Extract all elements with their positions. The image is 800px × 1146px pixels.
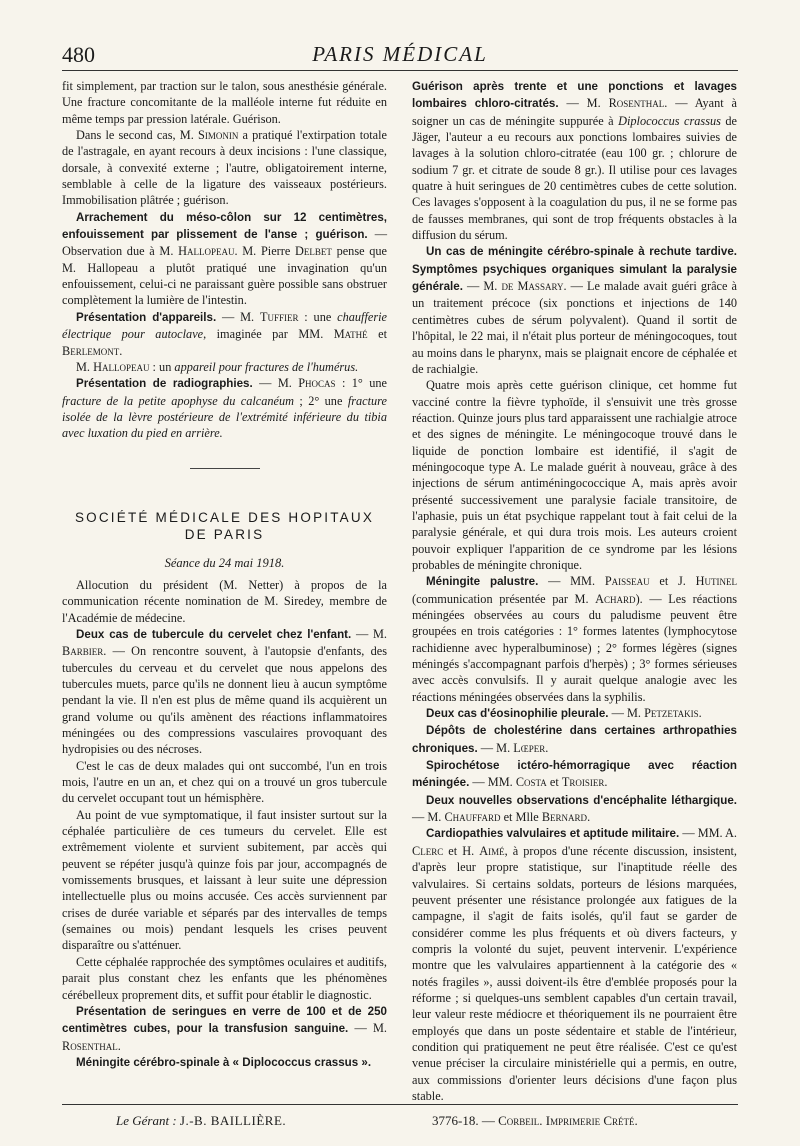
imprint-text: Corbeil. Imprimerie Crété. xyxy=(498,1113,638,1128)
item-heading: Présentation d'appareils. xyxy=(76,310,217,324)
author-name: Phocas xyxy=(298,376,336,391)
paragraph: Allocution du président (M. Netter) à propos de la communication récente nomination de M. Siredey, membre de l'Académie de médecine. xyxy=(62,577,387,625)
paragraph: Présentation de radiographies. — M. Phocas : 1° une fracture de la petite apophyse du calcanéum ; 2° une fracture isolée de la lèvre postérieure de l'extrémité inférieure du tibia avec luxation du pied en arrière. xyxy=(62,376,387,441)
author-name: Lœper xyxy=(513,740,546,755)
author-name: Hallopeau xyxy=(178,244,235,259)
paragraph: Cardiopathies valvulaires et aptitude militaire. — MM. A. Clerc et H. Aimé, à propos d'une récente discussion, insistent, d'après leur propre statistique, sur l'inaptitude réelle des valvulaires. Si certains soldats, porteurs de lésions marquées, peuvent présenter une résistance prolongée aux fatigues de la campagne, il s'agit de faits isolés, qu'il faut se garder de considérer comme les plus fréquents et où divers facteurs, y compris la volonté du sujet, peuvent intervenir. L'expérience montre que les valvulaires appartiennent à la catégorie des « notés fragiles », aussi doivent-ils être d'emblée proposés pour la réforme ; si quelques-uns semblent capables d'un certain travail, leur valeur reste médiocre et théoriquement ils ne pourraient être employés que dans un poste sédentaire et stable de l'intérieur, condition qui pratiquement ne peut être réalisée. C'est ce qu'est venue préciser la circulaire ministérielle qui a permis, en outre, aux commissions d'orienter leurs décisions d'une façon plus stable. xyxy=(412,826,737,1103)
author-name: Hallopeau xyxy=(93,359,150,374)
item-heading: Un cas de méningite cérébro-spinale à rechute tardive. Symptômes psychiques organiques simulant la paralysie générale. xyxy=(412,245,737,294)
item-heading: Guérison après trente et une ponctions et lavages lombaires chloro-citratés. xyxy=(412,80,737,111)
gerant-label: Le Gérant : xyxy=(116,1113,177,1128)
author-name: Mathé xyxy=(333,327,368,342)
author-name: Aimé xyxy=(479,843,505,858)
paragraph: Méningite palustre. — MM. Paisseau et J. Hutinel (communication présentée par M. Achard). — Les réactions méningées observées au cours du paludisme peuvent être groupées en trois catégories : 1° formes latentes (lymphocytose rachidienne avec hyperalbuminose) ; 2° formes légères (signes méningés s'accompagnant parfois d'herpès) ; 3° formes sérieuses avec accès convulsifs. Il y aurait quelque analogie avec les réactions méningées observées dans la syphilis. xyxy=(412,574,737,704)
paragraph: Un cas de méningite cérébro-spinale à rechute tardive. Symptômes psychiques organiques simulant la paralysie générale. — M. de Massary. — Le malade avait guéri grâce à un traitement précoce (six ponctions et injections de 140 centimètres cubes de sérum polyvalent). Quand il sortit de l'hôpital, le 22 mai, il n'était plus porteur de méningocoques, tout au moins dans le pharynx, mais se plaignait encore de céphalée et de rachialgie. xyxy=(412,245,737,376)
imprint-number: 3776-18. — xyxy=(432,1113,499,1128)
author-name: Barbier xyxy=(62,644,104,659)
paragraph xyxy=(62,1054,387,1071)
paragraph: Guérison après trente et une ponctions et lavages lombaires chloro-citratés. — M. Rosenthal. — Ayant à soigner un cas de méningite suppurée à Diplococcus crassus de Jäger, l'auteur a eu recours aux ponctions lombaires suivies de lavages à la solution chloro-citratée (eau 100 gr. ; chlorure de sodium 7 gr. et citrate de soude 8 gr.). Il utilise pour ces lavages quatre à huit seringues de 20 centimètres cubes de cette solution. Ces lavages s'opposent à la coagulation du pus, il ne se forme pas de fausses membranes, qui sont de trop fréquents obstacles à la diffusion du sérum. xyxy=(412,80,738,243)
header-rule xyxy=(62,70,738,71)
item-heading: Présentation de seringues en verre de 100 et de 250 centimètres cubes, pour la transfusion sanguine. xyxy=(62,1004,387,1036)
item-heading: Spirochétose ictéro-hémorragique avec réaction méningée. xyxy=(412,759,737,790)
item-heading: Méningite cérébro-spinale à « Diplococcus crassus ». xyxy=(76,1055,372,1069)
item-heading: Deux cas d'éosinophilie pleurale. xyxy=(426,707,609,721)
paragraph: Deux cas d'éosinophilie pleurale. — M. Petzetakis. xyxy=(426,706,702,721)
author-name: Tuffier xyxy=(259,309,299,324)
left-column xyxy=(62,78,387,1071)
footer-rule xyxy=(62,1104,738,1105)
item-heading: Présentation de radiographies. xyxy=(76,377,253,391)
paragraph: M. Hallopeau : un appareil pour fractures de l'humérus. xyxy=(76,359,359,374)
paragraph: Deux nouvelles observations d'encéphalite léthargique. — M. Chauffard et Mlle Bernard. xyxy=(412,793,737,825)
section-separator xyxy=(190,468,260,469)
item-heading: Deux nouvelles observations d'encéphalite léthargique. xyxy=(426,793,737,807)
author-name: Hutinel xyxy=(695,574,737,589)
item-heading: Méningite palustre. xyxy=(426,575,539,589)
author-name: Rosenthal xyxy=(62,1038,118,1053)
author-name: Bernard xyxy=(541,810,588,825)
paragraph: Présentation d'appareils. — M. Tuffier : une chaufferie électrique pour autoclave, imaginée par MM. Mathé et Berlemont. xyxy=(62,309,388,358)
gerant-name: J.-B. BAILLIÈRE. xyxy=(179,1113,287,1128)
paragraph: C'est le cas de deux malades qui ont succombé, l'un en trois mois, l'autre en un an, et chez qui on a trouvé un gros tubercule du cervelet occupant tout un hémisphère. xyxy=(62,758,387,806)
author-name: Paisseau xyxy=(604,574,650,589)
session-date: Séance du 24 mai 1918. xyxy=(164,555,285,570)
running-title: PARIS MÉDICAL xyxy=(312,42,488,66)
page-number: 480 xyxy=(62,42,95,67)
paragraph: Arrachement du méso-côlon sur 12 centimètres, enfouissement par plissement de l'anse ; guérison. — Observation due à M. Hallopeau. M. Pierre Delbet pense que M. Hallopeau a plutôt pratiqué une invagination qu'un enfouissement, celui-ci ne paraissant guère possible sans obstruer complètement la lumière de l'intestin. xyxy=(62,210,388,308)
paragraph: Au point de vue symptomatique, il faut insister surtout sur la céphalée particulière de ces tumeurs du cervelet. Elle est extrêmement violente et survient subitement, par accès qui peuvent se répéter jusqu'à quinze fois par jour, accompagnés de vomissements brusques, et laissant à leur suite une dépression intellectuelle plus ou moins accusée. Ces accès surviennent par crises de durée variable et séparés par des intervalles de temps (semaines ou mois) pendant lesquels les crises peuvent disparaître ou s'atténuer. xyxy=(62,807,387,953)
author-name: Petzetakis xyxy=(644,706,699,721)
author-name: de Massary xyxy=(501,279,564,294)
footer-gerant xyxy=(116,1113,286,1129)
footer-imprint xyxy=(432,1113,638,1129)
paragraph: Cette céphalée rapprochée des symptômes oculaires et auditifs, parait plus constant chez les enfants que les phénomènes cérébelleux proprement dits, et suffit pour établir le diagnostic. xyxy=(62,954,387,1002)
author-name: Rosenthal xyxy=(608,96,665,111)
paragraph: Deux cas de tubercule du cervelet chez l'enfant. — M. Barbier. — On rencontre souvent, à l'autopsie d'enfants, des tubercules du cerveau et du cervelet que nous appelons des tubercules muets, parce qu'ils ne donnent lieu à aucun symptôme pendant la vie. Il n'en est plus de même quand ils acquièrent un grand volume ou qu'ils amènent des réactions inflammatoires méningées ou des compressions vasculaires provoquant des hydropisies ou des nécroses. xyxy=(62,626,387,757)
author-name: Delbet xyxy=(295,244,332,259)
item-heading: Deux cas de tubercule du cervelet chez l'enfant. xyxy=(76,627,352,641)
author-name: Clerc xyxy=(412,843,444,858)
author-name: Simonin xyxy=(197,128,239,143)
right-column xyxy=(412,78,737,1104)
paragraph: Dépôts de cholestérine dans certaines arthropathies chroniques. — M. Lœper. xyxy=(412,724,737,755)
author-name: Costa xyxy=(515,775,547,790)
item-heading: Arrachement du méso-côlon sur 12 centimètres, enfouissement par plissement de l'anse ; guérison. xyxy=(62,210,387,242)
item-heading: Cardiopathies valvulaires et aptitude militaire. xyxy=(426,827,680,841)
author-name: Chauffard xyxy=(444,810,501,825)
author-name: Troisier xyxy=(561,775,605,790)
paragraph: Présentation de seringues en verre de 100 et de 250 centimètres cubes, pour la transfusion sanguine. — M. Rosenthal. xyxy=(62,1004,387,1053)
paragraph: Dans le second cas, M. Simonin a pratiqué l'extirpation totale de l'astragale, en ayant recours à deux incisions : l'une classique, dorsale, à convexité externe ; l'autre, obligatoirement interne, semblable à celle de la ligature des vaisseaux postérieurs. Immobilisation plâtrée ; guérison. xyxy=(62,128,388,208)
paragraph: Quatre mois après cette guérison clinique, cet homme fut vacciné contre la fièvre typhoïde, il s'ensuivit une très grosse réaction. Quinze jours plus tard apparaissent une rachialgie atroce et des signes de méningite. Le méningocoque trouvé dans le liquide de ponction lombaire est identifié, il s'agit de méningocoque type A. Le malade guérit à nouveau, grâce à des injections de sérum antiméningococcique A, mais après avoir présenté successivement une paralysie faciale transitoire, de l'aphasie, puis un état psychique rappelant tout à fait celui de la paralysie générale, et qui dura trois mois. Les auteurs croient pouvoir expliquer l'apparition de ce syndrome par les lésions probables de méningite chronique. xyxy=(412,378,737,572)
author-name: Achard xyxy=(595,591,636,606)
item-heading: Dépôts de cholestérine dans certaines arthropathies chroniques. xyxy=(412,724,737,755)
author-name: Berlemont xyxy=(62,343,120,358)
paragraph: Spirochétose ictéro-hémorragique avec réaction méningée. — MM. Costa et Troisier. xyxy=(412,759,737,790)
section-title: SOCIÉTÉ MÉDICALE DES HOPITAUX DE PARIS xyxy=(74,509,375,542)
paragraph: fit simplement, par traction sur le talon, sous anesthésie générale. Une fracture concomitante de la malléole interne fut réduite en même temps par pression latérale. Guérison. xyxy=(62,79,387,126)
